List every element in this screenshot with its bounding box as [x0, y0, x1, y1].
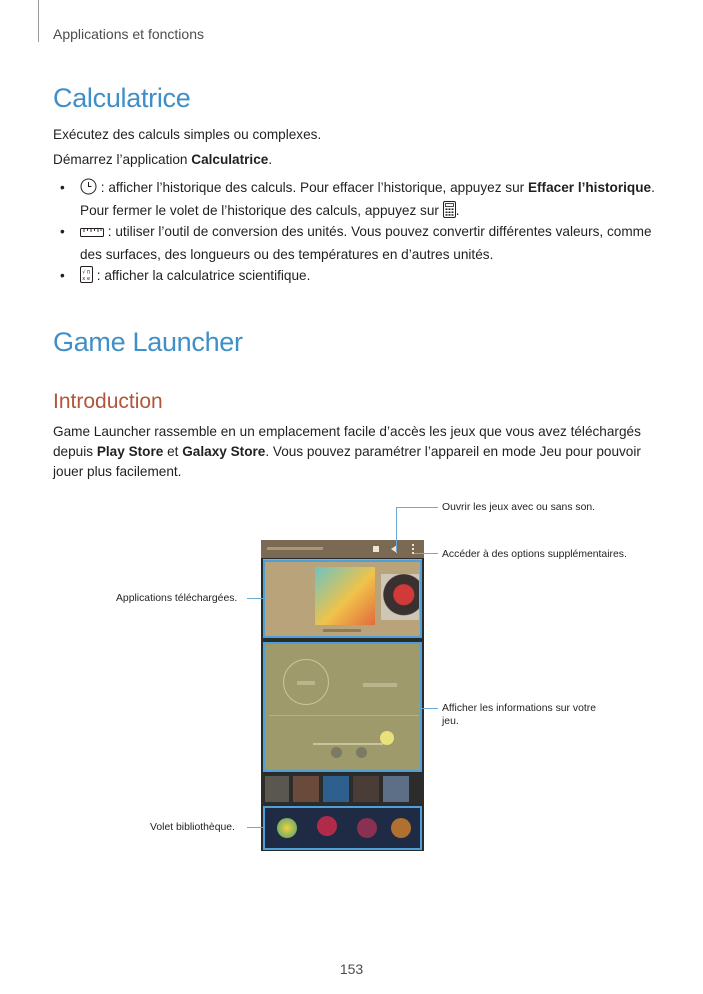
svg-text:e: e [87, 276, 91, 282]
calculator-intro: Exécutez des calculs simples ou complexes. [53, 127, 322, 142]
sound-callout-line-h [396, 507, 438, 508]
highlight-apps [263, 560, 422, 638]
svg-text:x: x [82, 276, 86, 282]
sound-callout-line-v [396, 507, 397, 552]
game-launcher-title: Game Launcher [53, 327, 243, 357]
library-callout-line [247, 827, 263, 828]
highlight-info [263, 642, 422, 772]
apps-callout-line [247, 598, 263, 599]
screenshot-library-strip [261, 774, 424, 804]
game-launcher-intro: Game Launcher rassemble en un emplacement facile d’accès les jeux que vous avez téléchargés depuis Play Store et Galaxy Store. Vous pouvez paramétrer l’appareil en mode Jeu pour pouvoir jouer plus facilement. [53, 424, 641, 479]
bullet-history: • : afficher l’historique des calculs. Pour effacer l’historique, appuyez sur Effacer l’historique. Pour fermer le volet de l’historique des calculs, appuyez sur . [80, 178, 670, 224]
info-callout: Afficher les informations sur votre jeu. [442, 703, 596, 727]
calculator-keypad-icon [443, 201, 456, 224]
clock-icon [80, 178, 97, 201]
screenshot-mode-icon [373, 546, 379, 552]
section-header: Applications et fonctions [53, 26, 204, 42]
bullet-scientific: • √ π x e : afficher la calculatrice scientifique. [80, 266, 680, 289]
highlight-library [263, 806, 422, 850]
sound-callout: Ouvrir les jeux avec ou sans son. [442, 502, 596, 513]
svg-text:π: π [87, 269, 91, 276]
svg-text:√: √ [82, 269, 86, 276]
scientific-calculator-icon [80, 266, 93, 289]
info-callout-line [422, 708, 438, 709]
apps-callout: Applications téléchargées. [116, 593, 238, 604]
options-callout: Accéder à des options supplémentaires. [442, 549, 627, 560]
ruler-icon [80, 225, 104, 245]
introduction-subtitle: Introduction [53, 390, 163, 413]
library-callout: Volet bibliothèque. [150, 822, 235, 833]
calculator-start: Démarrez l’application Calculatrice. [53, 152, 273, 167]
screenshot-top-bar [261, 540, 424, 558]
galaxy-store-name: Galaxy Store [182, 444, 266, 459]
options-callout-line [414, 553, 438, 554]
calculator-app-name: Calculatrice [191, 152, 269, 167]
page-number: 153 [339, 961, 364, 977]
calculator-title: Calculatrice [53, 83, 191, 113]
header-rule [38, 0, 39, 42]
bullet-unit-converter: • : utiliser l’outil de conversion des unités. Vous pouvez convertir différentes valeurs, comme des surfaces, des longueurs ou des températures en d’autres unités. [60, 224, 652, 262]
game-launcher-screenshot [261, 540, 424, 851]
play-store-name: Play Store [96, 444, 164, 459]
